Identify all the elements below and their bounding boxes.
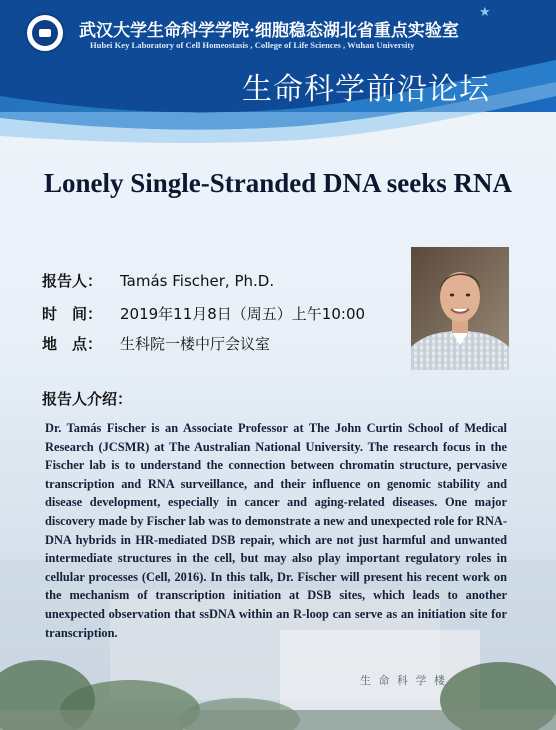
institution-name: 武汉大学生命科学学院·细胞稳态湖北省重点实验室 bbox=[79, 21, 459, 41]
speaker-bio: Dr. Tamás Fischer is an Associate Professor at The John Curtin School of Medical Research (JCSMR) at The Australian National University. The research focus in the Fischer lab is to understand the connection between chromatin structure, pervasive transcription and RNA surveillance, and their influence on genomic stability and disease development, especially in cancer and aging-related diseases. One major discovery made by Fischer lab was to demonstrate a new and unexpected role for RNA-DNA hybrids in HR-mediated DSB repair, which are not just harmful and unwanted intermediate structures in the cell, but may also play important regulatory roles in cellular processes (Cell, 2016). In this talk, Dr. Fischer will present his recent work on the mechanism of transcription initiation at DSB sites, which leads to another unexpected observation that ssDNA within an R-loop can serve as an initiation site for transcription. bbox=[45, 421, 507, 640]
time-label: 时 间： bbox=[42, 305, 103, 323]
university-seal-icon bbox=[25, 13, 65, 53]
institution-subtitle: Hubei Key Laboratory of Cell Homeostasis , College of Life Sciences , Wuhan University bbox=[90, 40, 415, 50]
forum-title: 生命科学前沿论坛 bbox=[242, 72, 490, 107]
building-sign: 生 命 科 学 楼 bbox=[360, 674, 447, 687]
time-value: 2019年11月8日（周五）上午10:00 bbox=[120, 305, 366, 323]
place-value: 生科院一楼中厅会议室 bbox=[120, 335, 271, 353]
speaker-value: Tamás Fischer, Ph.D. bbox=[120, 272, 275, 290]
intro-heading: 报告人介绍： bbox=[42, 390, 133, 408]
time-row bbox=[42, 303, 365, 324]
speaker-portrait bbox=[411, 247, 509, 370]
speaker-label: 报告人： bbox=[42, 272, 103, 290]
place-row bbox=[42, 333, 270, 354]
place-label: 地 点： bbox=[42, 335, 103, 353]
talk-title: Lonely Single-Stranded DNA seeks RNA bbox=[43, 168, 513, 198]
speaker-row bbox=[42, 270, 274, 291]
star-icon: ★ bbox=[479, 5, 491, 20]
